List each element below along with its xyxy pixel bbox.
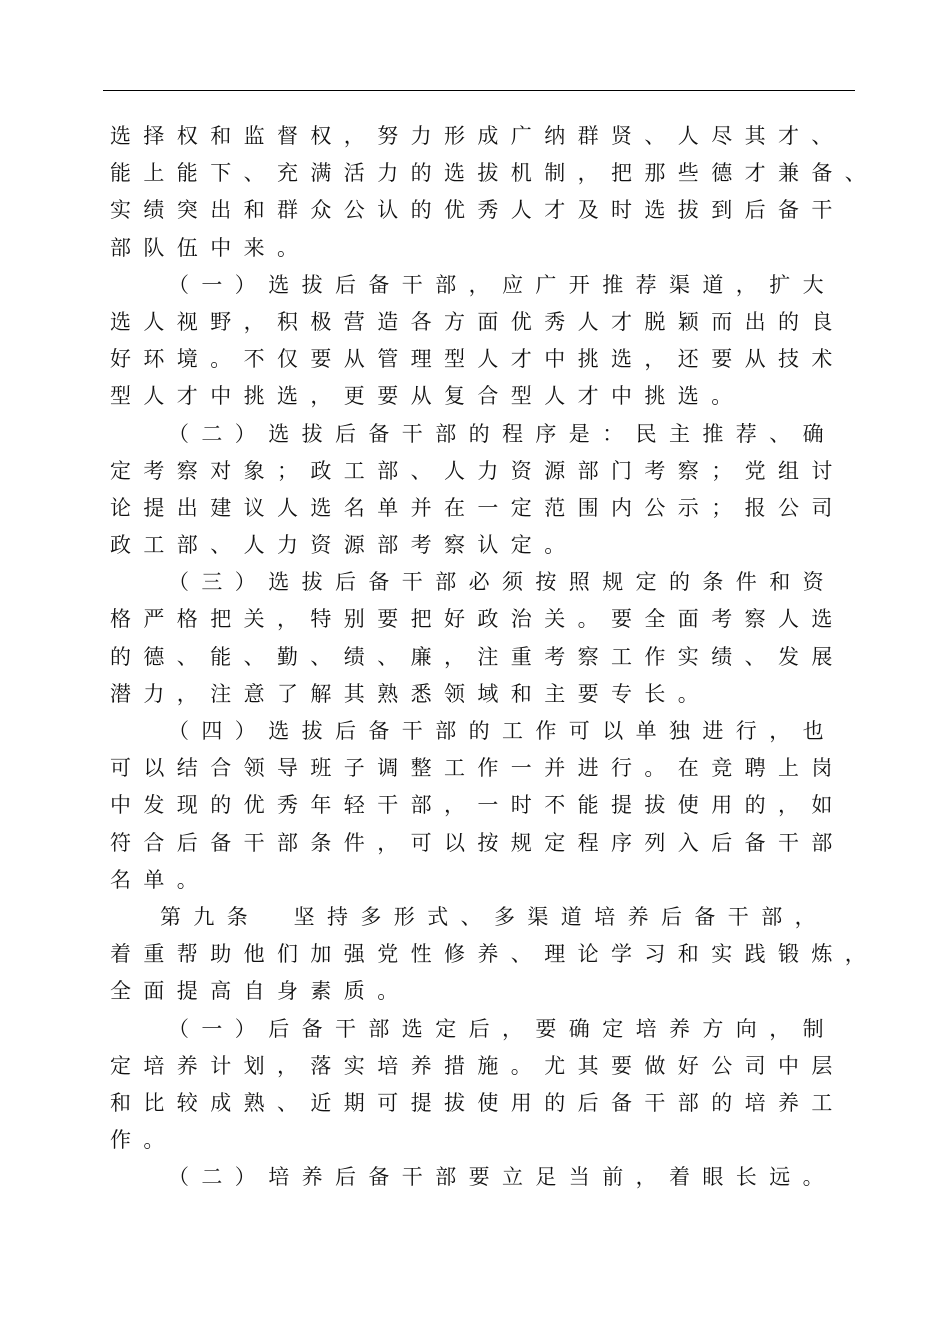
text-line: 格严格把关，特别要把好政治关。要全面考察人选 — [110, 607, 845, 632]
text-line: 选择权和监督权，努力形成广纳群贤、人尽其才、 — [110, 124, 845, 148]
document-body — [110, 118, 879, 1196]
text-line: 名单。 — [110, 867, 211, 892]
text-line: 和比较成熟、近期可提拔使用的后备干部的培养工 — [110, 1090, 845, 1115]
text-line: 实绩突出和群众公认的优秀人才及时选拔到后备干 — [110, 198, 845, 223]
text-line: 着重帮助他们加强党性修养、理论学习和实践锻炼， — [110, 942, 879, 967]
text-line: 论提出建议人选名单并在一定范围内公示；报公司 — [110, 495, 845, 520]
text-line: 政工部、人力资源部考察认定。 — [110, 533, 578, 558]
text-line: （一）选拔后备干部，应广开推荐渠道，扩大 — [168, 272, 836, 297]
header-rule — [103, 90, 855, 91]
text-line: 作。 — [110, 1128, 177, 1153]
text-line: （一）后备干部选定后，要确定培养方向，制 — [168, 1016, 836, 1041]
text-line: （四）选拔后备干部的工作可以单独进行，也 — [168, 719, 836, 743]
text-line: 定考察对象；政工部、人力资源部门考察；党组讨 — [110, 458, 845, 483]
text-line: 符合后备干部条件，可以按规定程序列入后备干部 — [110, 830, 845, 855]
text-line: 可以结合领导班子调整工作一并进行。在竞聘上岗 — [110, 756, 845, 781]
text-line: 潜力，注意了解其熟悉领域和主要专长。 — [110, 681, 712, 706]
text-line: 选人视野，积极营造各方面优秀人才脱颖而出的良 — [110, 309, 845, 334]
text-line: 能上能下、充满活力的选拔机制，把那些德才兼备、 — [110, 161, 879, 186]
text-line: 中发现的优秀年轻干部，一时不能提拔使用的，如 — [110, 793, 845, 818]
text-line: （三）选拔后备干部必须按照规定的条件和资 — [168, 570, 836, 595]
text-line: 第九条 坚持多形式、多渠道培养后备干部， — [160, 904, 828, 929]
text-line: 型人才中挑选，更要从复合型人才中挑选。 — [110, 384, 745, 409]
text-line: 定培养计划，落实培养措施。尤其要做好公司中层 — [110, 1053, 845, 1078]
text-line: （二）培养后备干部要立足当前，着眼长远。 — [168, 1165, 836, 1190]
text-line: 好环境。不仅要从管理型人才中挑选，还要从技术 — [110, 347, 845, 372]
text-line: 的德、能、勤、绩、廉，注重考察工作实绩、发展 — [110, 644, 845, 669]
text-line: （二）选拔后备干部的程序是：民主推荐、确 — [168, 421, 836, 446]
text-line: 部队伍中来。 — [110, 235, 311, 260]
text-line: 全面提高自身素质。 — [110, 979, 411, 1004]
